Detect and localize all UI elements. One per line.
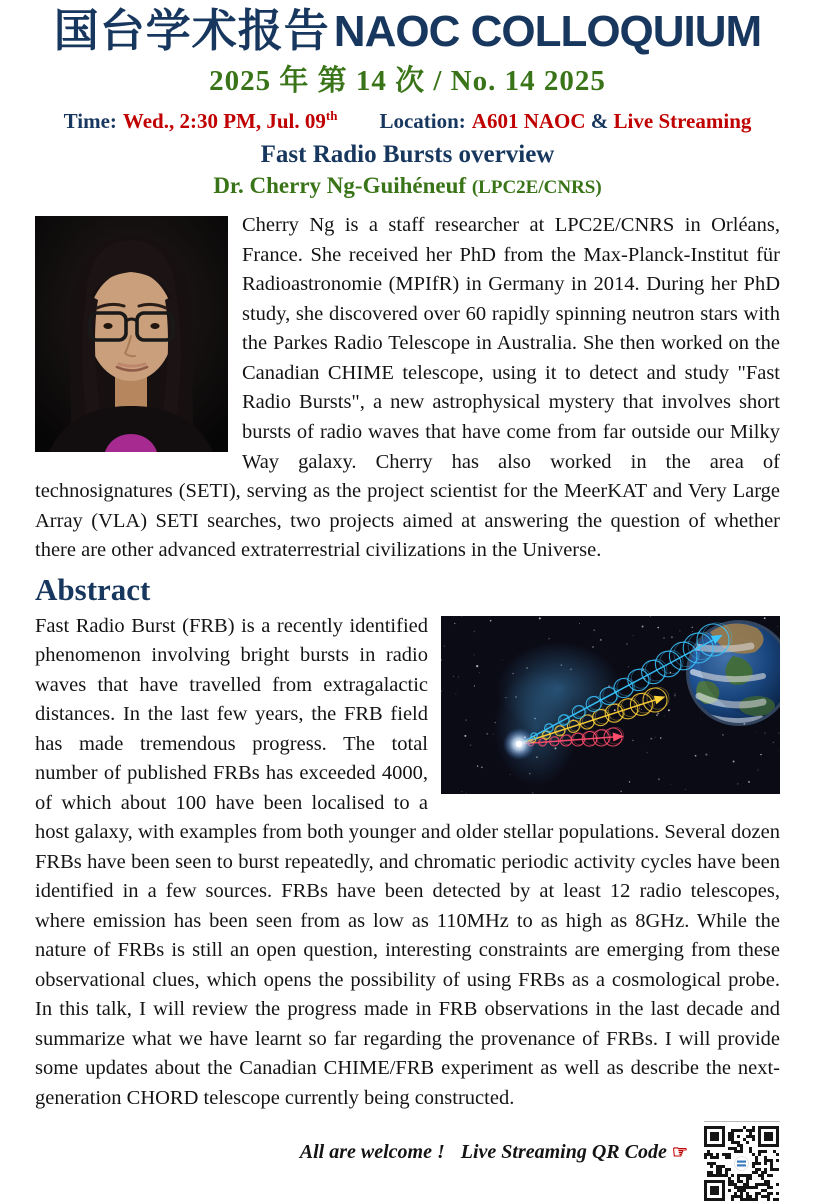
location-streaming: Live Streaming <box>613 109 752 134</box>
time-label: Time: <box>63 109 117 134</box>
time-value: Wed., 2:30 PM, Jul. 09 <box>122 109 326 134</box>
speaker-name: Dr. Cherry Ng-Guihéneuf <box>213 173 467 199</box>
masthead-chinese-title: 国台学术报告 <box>53 4 330 57</box>
footer-invitation <box>300 1121 688 1164</box>
frb-illustration <box>441 616 780 794</box>
footer <box>35 1121 780 1201</box>
speaker-portrait-photo <box>35 216 228 452</box>
location-ampersand: & <box>590 109 609 134</box>
abstract-heading: Abstract <box>35 571 151 607</box>
speaker-line <box>35 173 780 199</box>
pointing-finger-icon: ☞ <box>671 1142 688 1163</box>
masthead <box>35 6 780 56</box>
time-ordinal-suffix: th <box>325 108 338 124</box>
talk-title: Fast Radio Bursts overview <box>260 141 555 169</box>
session-info-line <box>35 108 780 134</box>
live-streaming-qr-code <box>704 1121 780 1201</box>
qr-label: Live Streaming QR Code <box>460 1141 667 1164</box>
bio-section <box>35 211 780 565</box>
location-label: Location: <box>379 109 466 134</box>
bio-text: Cherry Ng is a staff researcher at LPC2E/CNRS in Orléans, France. She received her PhD from the Max-Planck-Institut für Radioastronomie (MPIfR) in Germany in 2014. During her PhD study, she discovered over 60 rapidly spinning neutron stars with the Parkes Radio Telescope in Australia. She then worked on the Canadian CHIME telescope, using it to detect and study "Fast Radio Bursts", a new astrophysical mystery that involves short bursts of radio waves that have come from far outside our Milky Way galaxy. Cherry has also worked in the area of technosignatures (SETI), serving as the project scientist for the MeerKAT and Very Large Array (VLA) SETI searches, two projects aimed at answering the question of whether there are other advanced extraterrestrial civilizations in the Universe. <box>35 214 780 562</box>
speaker-affiliation: (LPC2E/CNRS) <box>471 177 602 199</box>
abstract-section <box>35 612 780 1114</box>
masthead-english-title: NAOC COLLOQUIUM <box>333 7 762 56</box>
location-value: A601 NAOC <box>471 109 586 134</box>
welcome-text: All are welcome ! <box>299 1141 445 1164</box>
issue-number-line: 2025 年 第 14 次 / No. 14 2025 <box>209 65 606 98</box>
abstract-text: Fast Radio Burst (FRB) is a recently identified phenomenon involving bright bursts in radio waves that have travelled from extragalactic distances. In the last few years, the FRB field has made tremendous progress. The total number of published FRBs has exceeded 4000, of which about 100 have been localised to a host galaxy, with examples from both younger and older stellar populations. Several dozen FRBs have been seen to burst repeatedly, and chromatic periodic activity cycles have been identified in a few sources. FRBs have been detected by at least 12 radio telescopes, where emission has been seen from as low as 110MHz to as high as 8GHz. While the nature of FRBs is still an open question, interesting constraints are emerging from these observational clues, which opens the possibility of using FRBs as a cosmological probe. In this talk, I will review the progress made in FRB observations in the last decade and summarize what we have learnt so far regarding the provenance of FRBs. I will provide some updates about the Canadian CHIME/FRB experiment as well as describe the next-generation CHORD telescope currently being constructed. <box>35 614 780 1109</box>
